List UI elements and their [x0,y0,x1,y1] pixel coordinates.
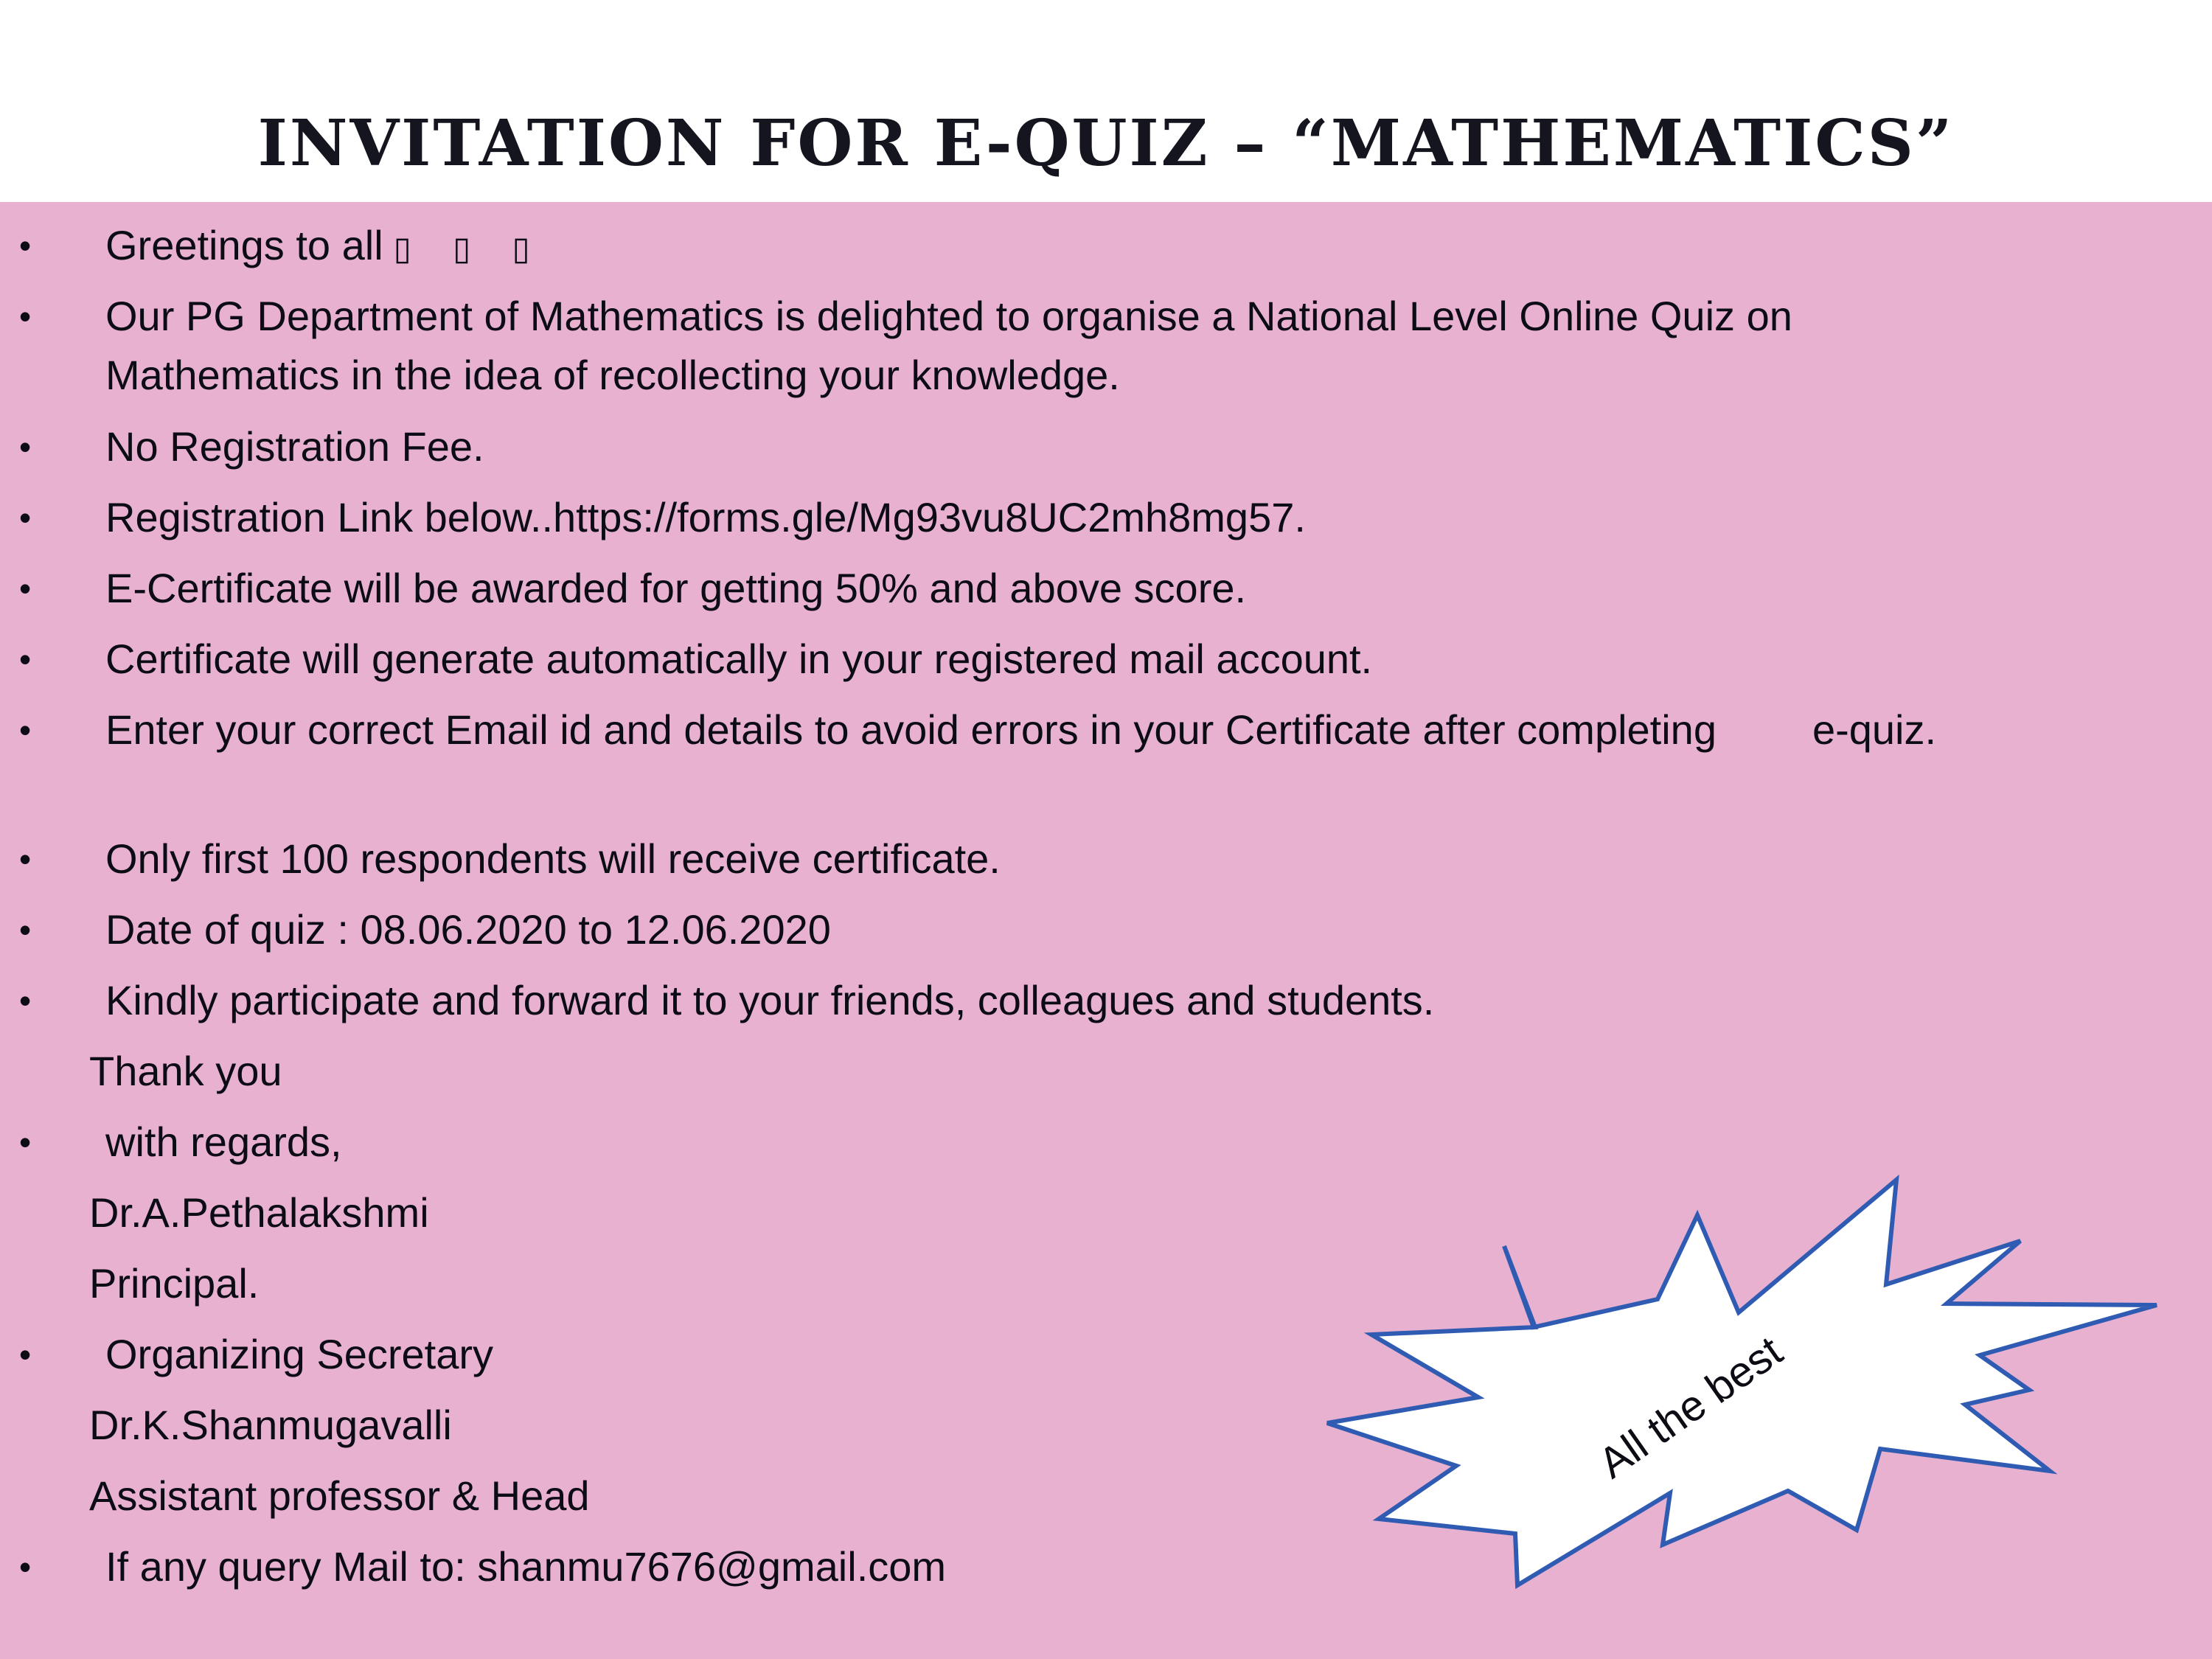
bullet: • [19,981,32,1020]
regards-text: with regards, [105,1119,342,1165]
first-100-text: Only first 100 respondents will receive certificate. [105,835,1001,882]
bullet: • [19,1548,32,1586]
starburst-callout [1320,1172,2168,1593]
registration-link[interactable]: Registration Link below..https://forms.gle/Mg93vu8UC2mh8mg57. [105,494,1306,540]
no-fee-text: No Registration Fee. [105,423,484,470]
greeting-text: Greetings to all [105,222,383,268]
participate-text: Kindly participate and forward it to your friends, colleagues and students. [105,977,1435,1023]
thank-you-text: Thank you [89,1048,282,1094]
bullet: • [19,1123,32,1161]
bullet: • [19,569,32,608]
principal-title: Principal. [89,1260,260,1307]
principal-name: Dr.A.Pethalakshmi [89,1189,429,1236]
correct-email-text: Enter your correct Email id and details to avoid errors in your Certificate after completing [105,706,1717,753]
secretary-name: Dr.K.Shanmugavalli [89,1402,452,1448]
department-line-2: Mathematics in the idea of recollecting your knowledge. [105,352,1120,398]
secretary-title: Assistant professor & Head [89,1472,590,1519]
emoji-placeholder-icon: ▯ ▯ ▯ [393,231,546,267]
correct-email-end: e-quiz. [1812,706,1937,753]
date-of-quiz: Date of quiz : 08.06.2020 to 12.06.2020 [105,906,831,953]
bullet: • [19,711,32,749]
ecertificate-text: E-Certificate will be awarded for getting 50% and above score. [105,565,1247,611]
bullet: • [19,428,32,466]
auto-generate-text: Certificate will generate automatically in your registered mail account. [105,636,1373,682]
organizing-secretary-text: Organizing Secretary [105,1331,494,1377]
bullet: • [19,640,32,678]
department-line-1: Our PG Department of Mathematics is delighted to organise a National Level Online Quiz on [105,293,1792,339]
bullet: • [19,226,32,265]
page-title: INVITATION FOR E-QUIZ – “MATHEMATICS” [257,106,1955,181]
callout-text: All the best [1590,1326,1791,1488]
title-band [0,0,2212,202]
bullet: • [19,840,32,878]
bullet: • [19,498,32,537]
query-mail-text[interactable]: If any query Mail to: shanmu7676@gmail.com [105,1543,947,1590]
bullet: • [19,911,32,949]
bullet: • [19,1335,32,1374]
bullet: • [19,297,32,335]
